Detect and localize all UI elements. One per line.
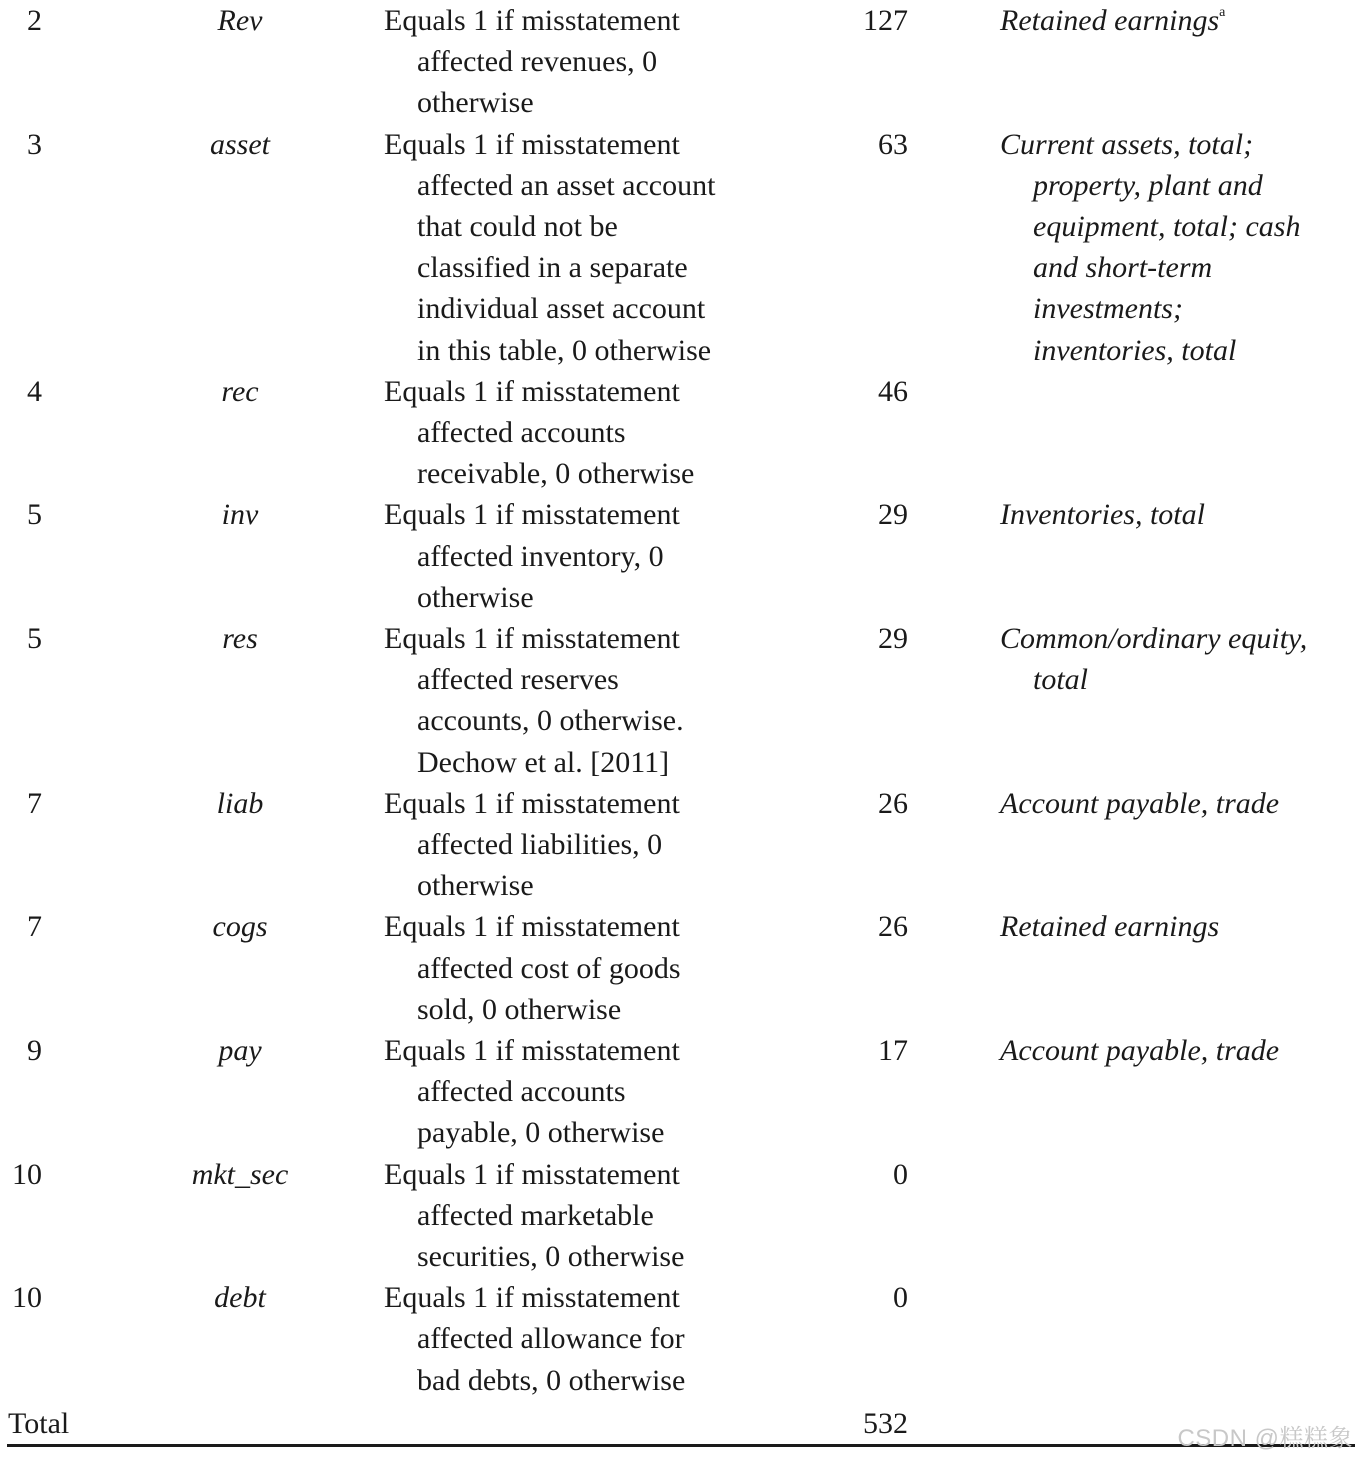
count-cell: 29 <box>878 498 908 532</box>
count-cell: 46 <box>878 374 908 408</box>
description-line: affected allowance for <box>417 1322 685 1356</box>
table-row <box>0 371 1359 495</box>
total-row <box>0 1403 1359 1445</box>
rank-cell: 7 <box>27 786 42 820</box>
description-line: securities, 0 otherwise <box>417 1240 685 1273</box>
rank-cell: 5 <box>27 498 42 532</box>
count-cell: 0 <box>893 1281 908 1315</box>
table-row <box>0 494 1359 618</box>
description-cell <box>384 906 804 1030</box>
compustat-line <box>1000 618 1355 659</box>
description-line: affected marketable <box>417 1198 654 1232</box>
variable-cell: mkt_sec <box>191 1157 289 1191</box>
description-cell <box>384 371 804 495</box>
rank-cell: 7 <box>27 910 42 944</box>
compustat-line <box>1000 165 1355 206</box>
description-line: bad debts, 0 otherwise <box>417 1363 686 1397</box>
table-row <box>0 783 1359 907</box>
description-line: Equals 1 if misstatement <box>384 786 680 820</box>
rank-cell: 2 <box>27 4 42 37</box>
count-cell: 63 <box>878 127 908 161</box>
compustat-cell <box>1000 494 1355 535</box>
description-line: affected an asset account <box>417 168 716 202</box>
table-row <box>0 618 1359 783</box>
compustat-text: Retained earnings <box>1000 910 1220 944</box>
compustat-text: Retained earnings <box>1000 4 1220 37</box>
description-line: Equals 1 if misstatement <box>384 498 680 532</box>
compustat-line <box>1000 906 1355 947</box>
rank-cell: 10 <box>12 1281 42 1315</box>
description-line: Dechow et al. [2011] <box>417 745 670 779</box>
description-line: individual asset account <box>417 292 706 326</box>
variable-cell: cogs <box>212 910 268 944</box>
variable-cell: liab <box>216 786 264 820</box>
description-line: affected reserves <box>417 663 619 697</box>
compustat-line <box>1000 0 1355 41</box>
compustat-line <box>1000 783 1355 824</box>
table-row <box>0 1277 1359 1401</box>
description-line: affected accounts <box>417 1075 626 1109</box>
compustat-cell <box>1000 906 1355 947</box>
compustat-cell <box>1000 783 1355 824</box>
description-line: accounts, 0 otherwise. <box>417 704 684 738</box>
description-line: Equals 1 if misstatement <box>384 1034 680 1067</box>
table-row <box>0 1154 1359 1278</box>
compustat-text: Account payable, trade <box>1000 786 1280 820</box>
description-cell <box>384 1030 804 1154</box>
description-line: affected liabilities, 0 <box>417 828 663 861</box>
description-line: sold, 0 otherwise <box>417 992 622 1026</box>
compustat-line <box>1000 288 1355 329</box>
total-label: Total <box>8 1407 70 1440</box>
compustat-text: equipment, total; cash <box>1033 210 1301 243</box>
description-line: affected revenues, 0 <box>417 45 658 79</box>
rank-cell: 3 <box>27 127 42 161</box>
variable-cell: pay <box>218 1034 262 1067</box>
description-cell <box>384 783 804 907</box>
variable-cell: asset <box>210 127 270 161</box>
description-cell <box>384 124 804 371</box>
compustat-text: Current assets, total; <box>1000 127 1254 161</box>
rank-cell: 10 <box>12 1157 42 1191</box>
compustat-text: Account payable, trade <box>1000 1034 1280 1067</box>
description-line: Equals 1 if misstatement <box>384 4 680 37</box>
description-line: Equals 1 if misstatement <box>384 1281 680 1315</box>
description-line: otherwise <box>417 869 534 903</box>
description-cell <box>384 494 804 618</box>
rank-cell: 9 <box>27 1034 42 1067</box>
compustat-text: total <box>1033 663 1089 697</box>
variable-cell: debt <box>214 1281 266 1315</box>
description-cell <box>384 0 804 124</box>
compustat-line <box>1000 124 1355 165</box>
variable-cell: rec <box>221 374 259 408</box>
footnote-marker: a <box>1219 5 1226 20</box>
description-line: Equals 1 if misstatement <box>384 1157 680 1191</box>
variable-cell: inv <box>221 498 259 532</box>
compustat-line <box>1000 206 1355 247</box>
count-cell: 29 <box>878 622 908 655</box>
description-line: in this table, 0 otherwise <box>417 333 712 367</box>
compustat-line <box>1000 494 1355 535</box>
count-cell: 26 <box>878 786 908 820</box>
compustat-cell <box>1000 618 1355 700</box>
description-cell <box>384 618 804 783</box>
description-line: affected cost of goods <box>417 951 681 985</box>
table-bottom-rule <box>7 1444 1355 1447</box>
compustat-line <box>1000 330 1355 371</box>
compustat-text: Common/ordinary equity, <box>1000 622 1308 655</box>
description-line: payable, 0 otherwise <box>417 1116 665 1150</box>
description-cell <box>384 1154 804 1278</box>
description-line: otherwise <box>417 580 534 614</box>
compustat-line <box>1000 659 1355 700</box>
count-cell: 17 <box>878 1034 908 1067</box>
compustat-text: and short-term <box>1033 251 1213 285</box>
compustat-cell <box>1000 1030 1355 1071</box>
description-line: affected inventory, 0 <box>417 539 664 573</box>
total-count: 532 <box>863 1407 908 1440</box>
table-row <box>0 906 1359 1030</box>
description-line: Equals 1 if misstatement <box>384 910 680 944</box>
description-line: affected accounts <box>417 416 626 449</box>
rank-cell: 5 <box>27 622 42 655</box>
compustat-line <box>1000 1030 1355 1071</box>
compustat-text: property, plant and <box>1033 168 1263 202</box>
description-line: otherwise <box>417 86 534 120</box>
variable-cell: Rev <box>217 4 263 37</box>
description-line: Equals 1 if misstatement <box>384 127 680 161</box>
table-row <box>0 0 1359 124</box>
count-cell: 127 <box>863 4 908 37</box>
description-line: that could not be <box>417 210 618 243</box>
watermark: CSDN @糕糕象 <box>1177 1425 1353 1452</box>
compustat-line <box>1000 247 1355 288</box>
compustat-text: investments; <box>1033 292 1183 326</box>
description-line: receivable, 0 otherwise <box>417 457 695 491</box>
compustat-cell <box>1000 124 1355 371</box>
count-cell: 26 <box>878 910 908 944</box>
variable-cell: res <box>222 622 258 655</box>
compustat-text: Inventories, total <box>1000 498 1205 532</box>
description-line: Equals 1 if misstatement <box>384 622 680 655</box>
description-line: classified in a separate <box>417 251 688 285</box>
description-cell <box>384 1277 804 1401</box>
compustat-text: inventories, total <box>1033 333 1237 367</box>
compustat-cell <box>1000 0 1355 41</box>
table-row <box>0 124 1359 371</box>
rank-cell: 4 <box>27 374 42 408</box>
description-line: Equals 1 if misstatement <box>384 374 680 408</box>
table-row <box>0 1030 1359 1154</box>
count-cell: 0 <box>893 1157 908 1191</box>
